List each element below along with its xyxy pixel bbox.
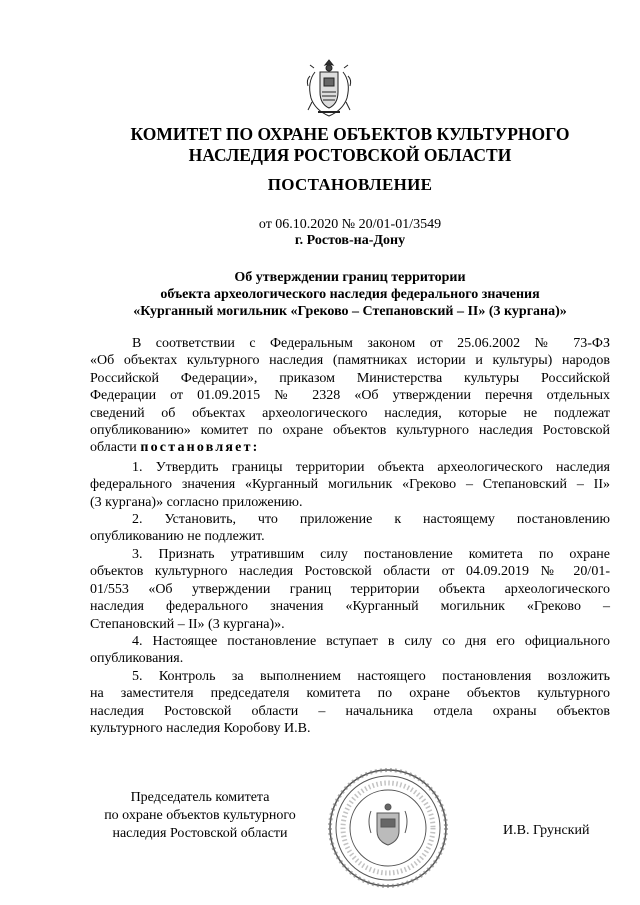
subject-line1: Об утверждении границ территории xyxy=(234,270,466,285)
city: г. Ростов-на-Дону xyxy=(294,233,406,248)
item-line: 01/553 «Об утверждении границ территории объекта археологического xyxy=(90,581,610,597)
preamble-line: Федерации от 01.09.2015 № 2328 «Об утверждении перечня отдельных xyxy=(90,388,610,404)
item-line: культурного наследия Коробову И.В. xyxy=(90,721,311,737)
item-line: (3 кургана)» согласно приложению. xyxy=(90,494,303,510)
item-line: наследия Ростовской области – начальника отдела охраны объектов xyxy=(90,703,610,719)
signatory-name: И.В. Грунский xyxy=(503,823,590,838)
resolution-item-3 xyxy=(90,546,610,633)
resolves-word: постановляет: xyxy=(140,440,260,456)
preamble-paragraph xyxy=(90,335,610,457)
resolution-item-1 xyxy=(90,459,610,511)
position-line: по охране объектов культурного xyxy=(104,808,296,823)
resolution-item-5 xyxy=(90,668,610,738)
subject-line2: объекта археологического наследия федерального значения xyxy=(160,287,540,302)
item-line: 1. Утвердить границы территории объекта археологического наследия xyxy=(132,460,610,475)
position-line: наследия Ростовской области xyxy=(112,826,288,841)
item-line: федерального значения «Курганный могильник «Греково – Степановский – II» xyxy=(90,477,610,493)
preamble-line: Российской Федерации», приказом Министерства культуры Российской xyxy=(90,370,610,386)
item-line: опубликования. xyxy=(90,651,184,667)
item-line: опубликованию не подлежит. xyxy=(90,529,265,545)
position-line: Председатель комитета xyxy=(130,790,270,805)
item-line: на заместителя председателя комитета по охране объектов культурного xyxy=(90,686,610,702)
preamble-last-line xyxy=(90,439,610,456)
item-line: 2. Установить, что приложение к настоящему постановлению xyxy=(132,512,610,527)
subject-line3: «Курганный могильник «Греково – Степановский – II» (3 кургана)» xyxy=(133,304,567,319)
date-number: от 06.10.2020 № 20/01-01/3549 xyxy=(258,217,442,232)
document-type: ПОСТАНОВЛЕНИЕ xyxy=(267,175,433,194)
preamble-prefix: области xyxy=(90,440,141,456)
resolution-item-4 xyxy=(90,633,610,668)
item-line: 4. Настоящее постановление вступает в силу со дня его официального xyxy=(132,634,610,649)
official-seal-icon xyxy=(327,767,449,889)
resolution-item-2 xyxy=(90,511,610,546)
item-line: наследия федерального значения «Курганный могильник «Греково – xyxy=(90,599,610,615)
item-line: 5. Контроль за выполнением настоящего постановления возложить xyxy=(132,669,610,684)
preamble-line: сведений об объектах археологического наследия, которые не подлежат xyxy=(90,405,610,421)
signatory-position xyxy=(80,789,320,843)
committee-name-line2: НАСЛЕДИЯ РОСТОВСКОЙ ОБЛАСТИ xyxy=(188,145,512,165)
preamble-line: «Об объектах культурного наследия (памятниках истории и культуры) народов xyxy=(90,353,610,369)
item-line: Степановский – II» (3 кургана)». xyxy=(90,616,285,632)
item-line: 3. Признать утратившим силу постановление комитета по охране xyxy=(132,547,610,562)
preamble-line: В соответствии с Федеральным законом от 25.06.2002 № 73-ФЗ xyxy=(132,336,610,351)
coat-of-arms-icon xyxy=(300,58,358,120)
committee-name-line1: КОМИТЕТ ПО ОХРАНЕ ОБЪЕКТОВ КУЛЬТУРНОГО xyxy=(130,124,570,144)
preamble-line: опубликованию» комитет по охране объектов культурного наследия Ростовской xyxy=(90,423,610,439)
item-line: объектов культурного наследия Ростовской области от 04.09.2019 № 20/01- xyxy=(90,564,610,580)
